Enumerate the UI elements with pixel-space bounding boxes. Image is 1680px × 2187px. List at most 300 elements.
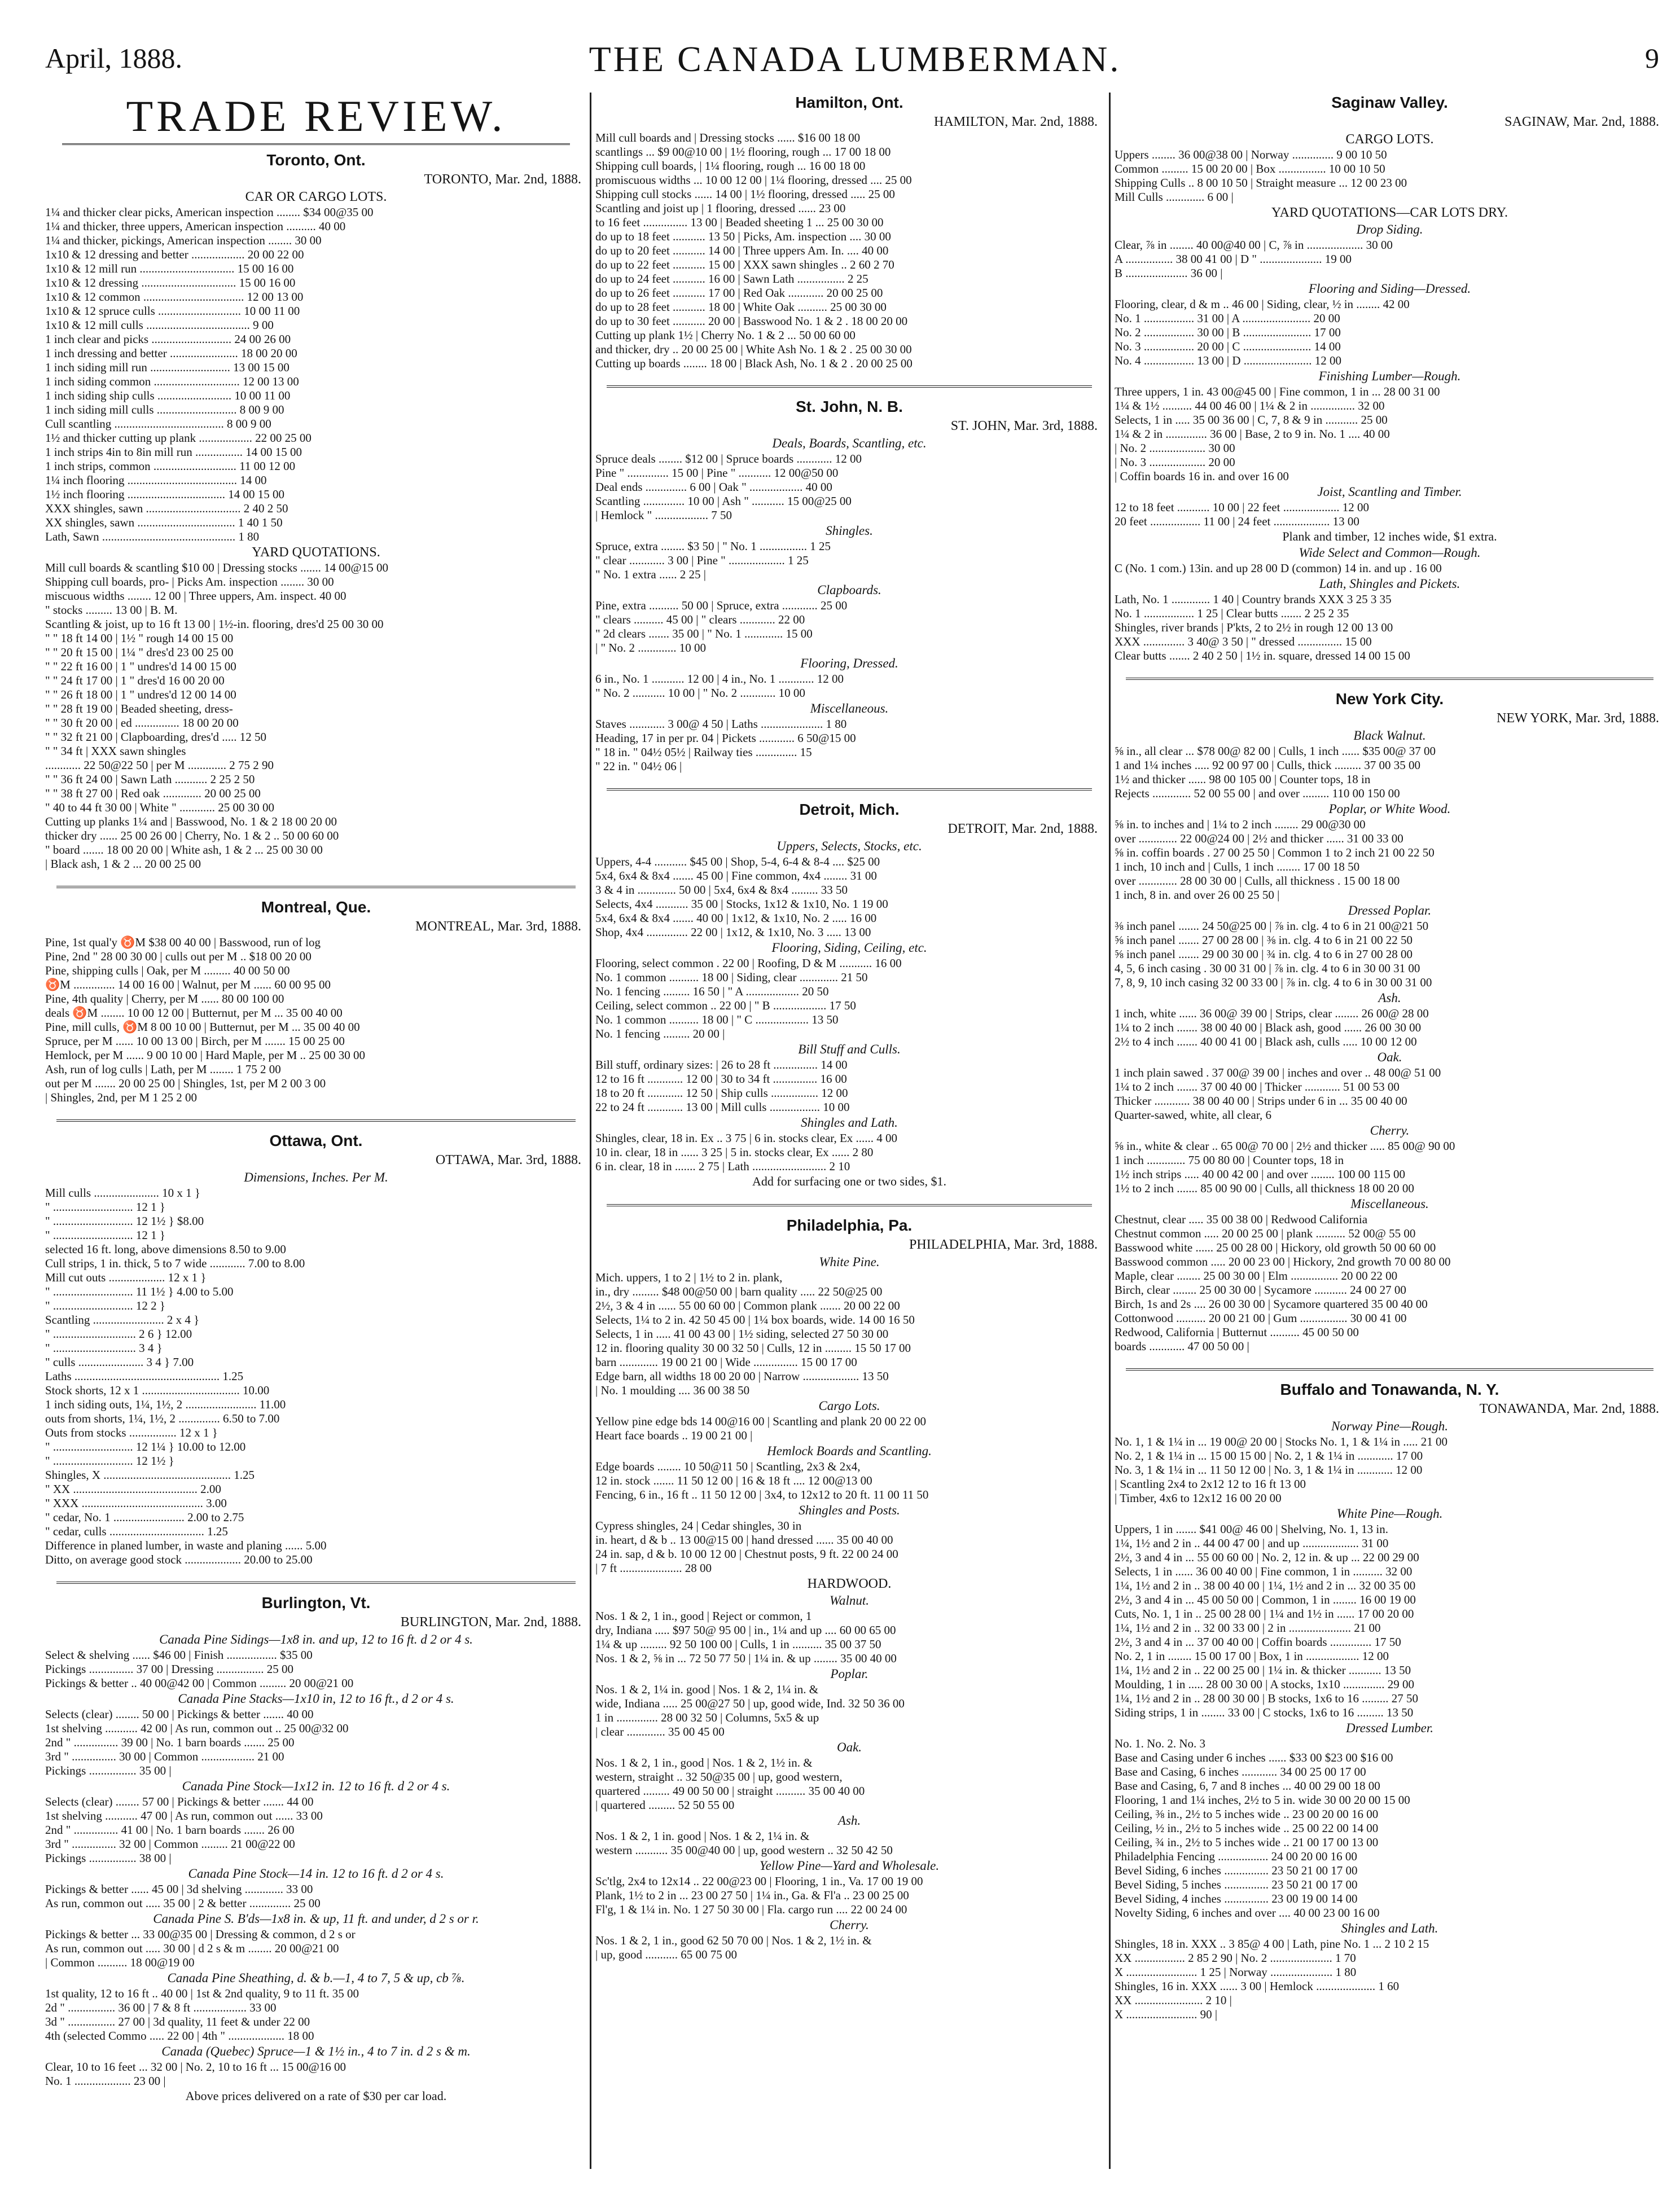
price-line: X ........................ 90 | <box>1115 2008 1218 2021</box>
price-line: 7, 8, 9, 10 inch casing 32 00 33 00 | ⅞ in. clg. 4 to 6 in 30 00 31 00 <box>1115 976 1432 989</box>
price-line: Shingles, clear, 18 in. Ex .. 3 75 | 6 in. stocks clear, Ex ...... 4 00 <box>595 1131 898 1145</box>
price-line: do up to 30 feet ........... 20 00 | Basswood No. 1 & 2 . 18 00 20 00 <box>595 314 908 328</box>
market-city: St. John, N. B. <box>796 398 903 415</box>
price-line: Nos. 1 & 2, 1¼ in. good | Nos. 1 & 2, 1¼ in. & <box>595 1683 819 1696</box>
price-line: 1 inch, white ...... 36 00@ 39 00 | Strips, clear ........ 26 00@ 28 00 <box>1115 1007 1429 1020</box>
price-line: scantlings ... $9 00@10 00 | 1½ flooring, rough ... 17 00 18 00 <box>595 145 891 159</box>
category-heading: Uppers, Selects, Stocks, etc. <box>777 839 922 853</box>
price-line: Hemlock, per M ...... 9 00 10 00 | Hard Maple, per M .. 25 00 30 00 <box>45 1048 366 1062</box>
section-divider <box>56 1119 576 1122</box>
price-line: Shipping cull boards, pro- | Picks Am. inspection ........ 30 00 <box>45 575 334 589</box>
market-buffalo <box>1115 1380 1665 2022</box>
market-ottawa <box>45 1131 587 1567</box>
price-line: Shipping cull boards, | 1¼ flooring, rough ... 16 00 18 00 <box>595 159 866 173</box>
column-1 <box>45 93 587 2158</box>
category-heading: Oak. <box>836 1740 862 1754</box>
price-line: do up to 18 feet ........... 13 50 | Picks, Am. inspection .... 30 00 <box>595 230 891 243</box>
category-heading: Shingles and Lath. <box>801 1116 898 1130</box>
price-line: No. 1 fencing ......... 20 00 | <box>595 1027 725 1040</box>
category-heading: Canada Pine Sidings—1x8 in. and up, 12 to 16 ft. d 2 or 4 s. <box>159 1632 473 1646</box>
price-line: Selects, 1 in ...... 36 00 40 00 | Fine common, 1 in .......... 32 00 <box>1115 1565 1413 1578</box>
category-heading: Drop Siding. <box>1356 222 1423 236</box>
price-line: | Hemlock " .................. 7 50 <box>595 508 732 522</box>
price-line: As run, common out ..... 35 00 | 2 & better .............. 25 00 <box>45 1896 321 1910</box>
price-line: " culls ...................... 3 4 } 7.00 <box>45 1355 194 1369</box>
price-line: " " 18 ft 14 00 | 1½ " rough 14 00 15 00 <box>45 631 234 645</box>
price-line: promiscuous widths ... 10 00 12 00 | 1¼ flooring, dressed .... 25 00 <box>595 173 912 187</box>
section-divider <box>607 1204 1092 1206</box>
price-line: do up to 20 feet ........... 14 00 | Three uppers Am. In. .... 40 00 <box>595 244 889 257</box>
category-heading: Yellow Pine—Yard and Wholesale. <box>759 1859 940 1873</box>
price-line: 12 to 18 feet ........... 10 00 | 22 feet ................... 12 00 <box>1115 500 1369 514</box>
subheading: YARD QUOTATIONS—CAR LOTS DRY. <box>1271 205 1508 220</box>
price-line: to 16 feet ............... 13 00 | Beaded sheeting 1 ... 25 00 30 00 <box>595 216 884 229</box>
market-dateline: PHILADELPHIA, Mar. 3rd, 1888. <box>909 1237 1098 1252</box>
price-line: Pine, 2nd " 28 00 30 00 | culls out per M .. $18 00 20 00 <box>45 950 312 963</box>
price-line: Base and Casing, 6 inches ............ 34 00 25 00 17 00 <box>1115 1765 1366 1778</box>
price-line: XX ................. 2 85 2 90 | No. 2 ..................... 1 70 <box>1115 1951 1356 1965</box>
category-heading: Canada Pine Stock—1x12 in. 12 to 16 ft. d 2 or 4 s. <box>182 1779 450 1793</box>
price-line: Ceiling, ½ in., 2½ to 5 inches wide .. 25 00 22 00 14 00 <box>1115 1821 1379 1835</box>
price-line: Bill stuff, ordinary sizes: | 26 to 28 ft ............... 14 00 <box>595 1058 848 1071</box>
column-divider <box>1109 93 1111 2169</box>
category-heading: Norway Pine—Rough. <box>1331 1419 1448 1433</box>
market-city: Philadelphia, Pa. <box>786 1217 913 1234</box>
price-line: Mill cull boards & scantling $10 00 | Dressing stocks ....... 14 00@15 00 <box>45 561 389 574</box>
market-montreal <box>45 897 587 1105</box>
price-line: | clear ............. 35 00 45 00 <box>595 1725 725 1738</box>
price-line: " " 30 ft 20 00 | ed ............... 18 00 20 00 <box>45 716 239 730</box>
price-line: Deal ends .............. 6 00 | Oak " .................. 40 00 <box>595 480 832 494</box>
price-line: Basswood white ...... 25 00 28 00 | Hickory, old growth 50 00 60 00 <box>1115 1241 1436 1254</box>
price-line: deals ♉M ........ 10 00 12 00 | Butternut, per M ... 35 00 40 00 <box>45 1006 343 1020</box>
category-heading: Cherry. <box>830 1918 869 1932</box>
market-city: Saginaw Valley. <box>1331 94 1448 111</box>
price-line: 1 inch, 10 inch and | Culls, 1 inch ........ 17 00 18 50 <box>1115 860 1360 873</box>
price-line: 1½ and thicker cutting up plank .................. 22 00 25 00 <box>45 431 312 445</box>
price-line: " XX .......................................... 2.00 <box>45 1482 221 1496</box>
price-line: 3 & 4 in ............. 50 00 | 5x4, 6x4 & 8x4 ......... 33 50 <box>595 883 848 897</box>
price-line: Staves ............ 3 00@ 4 50 | Laths ..................... 1 80 <box>595 717 847 731</box>
price-line: 1x10 & 12 common .................................. 12 00 13 00 <box>45 290 304 304</box>
category-heading: Clapboards. <box>817 583 881 597</box>
price-line: and thicker, dry .. 20 00 25 00 | White Ash No. 1 & 2 . 25 00 30 00 <box>595 342 912 356</box>
price-line: No. 1 common .......... 18 00 | " C .................. 13 50 <box>595 1013 839 1026</box>
price-line: 1 inch dressing and better ....................... 18 00 20 00 <box>45 346 297 360</box>
price-line: outs from shorts, 1¼, 1½, 2 .............. 6.50 to 7.00 <box>45 1412 280 1425</box>
price-line: 1¼ and thicker, pickings, American inspection ........ 30 00 <box>45 234 322 247</box>
category-heading: Miscellaneous. <box>810 701 889 715</box>
price-line: No. 2, 1 in ........ 15 00 17 00 | Box, 1 in .................. 12 00 <box>1115 1649 1389 1663</box>
price-line: Shingles, 18 in. XXX .. 3 85@ 4 00 | Lath, pine No. 1 ... 2 10 2 15 <box>1115 1937 1429 1951</box>
subheading: CAR OR CARGO LOTS. <box>245 190 387 204</box>
price-line: over ............. 28 00 30 00 | Culls, all thickness . 15 00 18 00 <box>1115 874 1400 888</box>
price-line: Cypress shingles, 24 | Cedar shingles, 30 in <box>595 1519 802 1532</box>
market-detroit <box>595 800 1103 1189</box>
price-line: A ................ 38 00 41 00 | D " ..................... 19 00 <box>1115 252 1352 266</box>
price-line: | Common .......... 18 00@19 00 <box>45 1956 195 1969</box>
price-line: B ..................... 36 00 | <box>1115 266 1223 280</box>
price-line: Three uppers, 1 in. 43 00@45 00 | Fine common, 1 in ... 28 00 31 00 <box>1115 385 1440 398</box>
price-line: Chestnut, clear ..... 35 00 38 00 | Redwood California <box>1115 1213 1368 1226</box>
price-line: ............ 22 50@22 50 | per M ............. 2 75 2 90 <box>45 758 274 772</box>
price-line: Rejects ............. 52 00 55 00 | and over ......... 110 00 150 00 <box>1115 787 1400 800</box>
price-line: 3rd " ............... 32 00 | Common ......... 21 00@22 00 <box>45 1837 295 1851</box>
price-line: | No. 1 moulding .... 36 00 38 50 <box>595 1384 750 1397</box>
price-line: Plank, 1½ to 2 in ... 23 00 27 50 | 1¼ in., Ga. & Fl'a .. 23 00 25 00 <box>595 1889 909 1902</box>
category-heading: Joist, Scantling and Timber. <box>1317 485 1462 499</box>
price-line: Novelty Siding, 6 inches and over .... 40 00 23 00 16 00 <box>1115 1906 1380 1920</box>
column-2 <box>595 93 1103 2158</box>
price-line: in., dry ......... $48 00@50 00 | barn quality ..... 22 50@25 00 <box>595 1285 883 1298</box>
category-heading: Canada Pine Stock—14 in. 12 to 16 ft. d 2 or 4 s. <box>188 1867 444 1881</box>
price-line: No. 1 ................. 31 00 | A ....................... 20 00 <box>1115 311 1340 325</box>
price-line: " 22 in. " 04½ 06 | <box>595 759 682 773</box>
category-heading: Bill Stuff and Culls. <box>798 1042 901 1056</box>
price-line: | No. 2 ................... 30 00 <box>1115 441 1235 455</box>
market-dateline: TONAWANDA, Mar. 2nd, 1888. <box>1479 1402 1659 1416</box>
price-line: No. 1 ................. 1 25 | Clear butts ....... 2 25 2 35 <box>1115 607 1349 620</box>
price-line: | Shingles, 2nd, per M 1 25 2 00 <box>45 1091 198 1104</box>
price-line: " board ....... 18 00 20 00 | White ash, 1 & 2 ... 25 00 30 00 <box>45 843 323 857</box>
price-line: " XXX ......................................... 3.00 <box>45 1496 227 1510</box>
price-line: " ............................ 2 6 } 12.00 <box>45 1327 192 1341</box>
price-line: 1 inch strips, common ............................ 11 00 12 00 <box>45 459 296 473</box>
price-line: Clear, ⅞ in ........ 40 00@40 00 | C, ⅞ in ................... 30 00 <box>1115 238 1393 252</box>
price-line: Spruce, per M ...... 10 00 13 00 | Birch, per M ....... 15 00 25 00 <box>45 1034 345 1048</box>
price-line: ♉M .............. 14 00 16 00 | Walnut, per M ...... 60 00 95 00 <box>45 978 331 991</box>
price-line: Shipping cull stocks ...... 14 00 | 1½ flooring, dressed ..... 25 00 <box>595 187 895 201</box>
price-line: Sc'tlg, 2x4 to 12x14 .. 22 00@23 00 | Flooring, 1 in., Va. 17 00 19 00 <box>595 1874 923 1888</box>
market-newyork <box>1115 689 1665 1354</box>
category-heading: Miscellaneous. <box>1350 1197 1429 1211</box>
price-line: 1½ inch flooring ................................. 14 00 15 00 <box>45 488 285 501</box>
price-line: 1¼ and thicker clear picks, American inspection ........ $34 00@35 00 <box>45 205 374 219</box>
market-hamilton <box>595 93 1103 371</box>
subheading: YARD QUOTATIONS. <box>252 545 380 560</box>
price-line: Clear butts ....... 2 40 2 50 | 1½ in. square, dressed 14 00 15 00 <box>1115 649 1410 662</box>
category-heading: Lath, Shingles and Pickets. <box>1319 577 1460 591</box>
price-line: Uppers, 4-4 ........... $45 00 | Shop, 5-4, 6-4 & 8-4 .... $25 00 <box>595 855 880 868</box>
price-line: ⅝ in., white & clear .. 65 00@ 70 00 | 2½ and thicker ..... 85 00@ 90 00 <box>1115 1139 1455 1153</box>
price-line: 1 and 1¼ inches ..... 92 00 97 00 | Culls, thick ......... 37 00 35 00 <box>1115 758 1421 772</box>
price-line: " clear ............ 3 00 | Pine " ................... 1 25 <box>595 554 809 567</box>
price-line: Uppers ........ 36 00@38 00 | Norway .............. 9 00 10 50 <box>1115 148 1387 161</box>
category-heading: Poplar, or White Wood. <box>1328 802 1451 816</box>
price-line: " No. 2 ........... 10 00 | " No. 2 ............ 10 00 <box>595 686 805 700</box>
market-dateline: SAGINAW, Mar. 2nd, 1888. <box>1504 115 1659 129</box>
category-heading: Ash. <box>1378 991 1401 1005</box>
price-line: Cutting up planks 1¼ and | Basswood, No. 1 & 2 18 00 20 00 <box>45 815 337 828</box>
price-line: Birch, 1s and 2s .... 26 00 30 00 | Sycamore quartered 35 00 40 00 <box>1115 1297 1428 1311</box>
price-line: " 40 to 44 ft 30 00 | White " ............ 25 00 30 00 <box>45 801 274 814</box>
price-line: 2nd " ............... 41 00 | No. 1 barn boards ....... 26 00 <box>45 1823 295 1837</box>
price-line: Cutting up plank 1½ | Cherry No. 1 & 2 ... 50 00 60 00 <box>595 328 856 342</box>
price-line: 1½ and thicker ...... 98 00 105 00 | Counter tops, 18 in <box>1115 772 1371 786</box>
price-line: " cedar, culls ................................ 1.25 <box>45 1525 228 1538</box>
market-city: Buffalo and Tonawanda, N. Y. <box>1280 1381 1499 1398</box>
price-line: Spruce, extra ........ $3 50 | " No. 1 ................ 1 25 <box>595 539 831 553</box>
price-line: 1 inch siding outs, 1¼, 1½, 2 ........................ 11.00 <box>45 1398 286 1411</box>
price-line: over ............. 22 00@24 00 | 2½ and thicker ...... 31 00 33 00 <box>1115 832 1403 845</box>
price-line: 20 feet ................. 11 00 | 24 feet ................... 13 00 <box>1115 515 1359 528</box>
price-line: 1 inch plain sawed . 37 00@ 39 00 | inches and over .. 48 00@ 51 00 <box>1115 1066 1441 1079</box>
price-line: Bevel Siding, 6 inches ............... 23 50 21 00 17 00 <box>1115 1864 1358 1877</box>
price-line: 6 in., No. 1 ........... 12 00 | 4 in., No. 1 ............ 12 00 <box>595 672 844 686</box>
price-line: | Scantling 2x4 to 2x12 12 to 16 ft 13 00 <box>1115 1477 1306 1491</box>
price-line: Nos. 1 & 2, 1 in. good | Nos. 1 & 2, 1¼ in. & <box>595 1829 810 1843</box>
market-dateline: TORONTO, Mar. 2nd, 1888. <box>424 172 581 187</box>
price-line: selected 16 ft. long, above dimensions 8.50 to 9.00 <box>45 1242 286 1256</box>
price-line: Selects, 1¼ to 2 in. 42 50 45 00 | 1¼ box boards, wide. 14 00 16 50 <box>595 1313 915 1327</box>
market-dateline: NEW YORK, Mar. 3rd, 1888. <box>1497 711 1659 726</box>
price-line: Basswood common ..... 20 00 23 00 | Hickory, 2nd growth 70 00 80 00 <box>1115 1255 1451 1268</box>
price-line: ⅝ in. to inches and | 1¼ to 2 inch ........ 29 00@30 00 <box>1115 818 1366 831</box>
price-line: Fl'g, 1 & 1¼ in. No. 1 27 50 30 00 | Fla. cargo run .... 22 00 24 00 <box>595 1903 907 1916</box>
price-line: Selects (clear) ........ 50 00 | Pickings & better ....... 40 00 <box>45 1707 314 1721</box>
price-line: " clears .......... 45 00 | " clears ............ 22 00 <box>595 613 805 626</box>
category-heading: Walnut. <box>829 1593 870 1608</box>
price-line: 1½ inch strips ..... 40 00 42 00 | and over ........ 100 00 115 00 <box>1115 1167 1405 1181</box>
price-line: Base and Casing under 6 inches ...... $33 00 $23 00 $16 00 <box>1115 1751 1393 1764</box>
category-heading: Canada Pine S. B'ds—1x8 in. & up, 11 ft. and under, d 2 s or r. <box>153 1912 479 1926</box>
page-header <box>45 36 1665 79</box>
price-line: Nos. 1 & 2, 1 in., good 62 50 70 00 | Nos. 1 & 2, 1½ in. & <box>595 1934 872 1947</box>
price-line: Pickings ................ 38 00 | <box>45 1851 172 1865</box>
price-line: XXX .............. 3 40@ 3 50 | " dressed ............... 15 00 <box>1115 635 1372 648</box>
price-line: 3rd " ............... 30 00 | Common .................. 21 00 <box>45 1750 284 1763</box>
price-line: ⅜ inch panel ....... 24 50@25 00 | ⅞ in. clg. 4 to 6 in 21 00@21 50 <box>1115 919 1429 933</box>
market-city: Montreal, Que. <box>261 898 371 916</box>
price-line: in. heart, d & b .. 13 00@15 00 | hand dressed ...... 35 00 40 00 <box>595 1533 893 1547</box>
price-line: No. 1 fencing ......... 16 50 | " A .................. 20 50 <box>595 985 829 998</box>
market-philadelphia <box>595 1215 1103 1962</box>
price-line: Scantling ........................ 2 x 4 } <box>45 1313 200 1327</box>
price-line: | Timber, 4x6 to 12x12 16 00 20 00 <box>1115 1491 1282 1505</box>
price-line: " 2d clears ....... 35 00 | " No. 1 ............. 15 00 <box>595 627 813 640</box>
price-line: 3d " ................ 27 00 | 3d quality, 11 feet & under 22 00 <box>45 2015 310 2028</box>
price-line: Ceiling, ⅜ in., 2½ to 5 inches wide .. 23 00 20 00 16 00 <box>1115 1807 1379 1821</box>
price-line: 10 in. clear, 18 in ...... 3 25 | 5 in. stocks clear, Ex ...... 2 80 <box>595 1145 874 1159</box>
price-line: " ........................... 12 1 } <box>45 1200 165 1214</box>
price-line: Shingles, X ........................................... 1.25 <box>45 1468 255 1482</box>
price-line: Spruce deals ........ $12 00 | Spruce boards ............ 12 00 <box>595 452 862 465</box>
market-dateline: MONTREAL, Mar. 3rd, 1888. <box>415 919 581 934</box>
price-line: XX shingles, sawn ................................. 1 40 1 50 <box>45 516 283 529</box>
section-divider <box>1126 678 1653 680</box>
category-heading: White Pine—Rough. <box>1336 1507 1443 1521</box>
price-line: 2½ to 4 inch ....... 40 00 41 00 | Black ash, culls ..... 10 00 12 00 <box>1115 1035 1417 1048</box>
price-line: 1 inch strips 4in to 8in mill run ................ 14 00 15 00 <box>45 445 302 459</box>
masthead-title: THE CANADA LUMBERMAN. <box>589 39 1121 79</box>
price-line: wide, Indiana ..... 25 00@27 50 | up, good wide, Ind. 32 50 36 00 <box>595 1697 905 1710</box>
price-line: ⅝ in., all clear ... $78 00@ 82 00 | Culls, 1 inch ...... $35 00@ 37 00 <box>1115 744 1436 758</box>
price-line: | Coffin boards 16 in. and over 16 00 <box>1115 469 1289 483</box>
price-line: Pine, extra .......... 50 00 | Spruce, extra ............ 25 00 <box>595 599 848 612</box>
price-line: Pickings & better .. 40 00@42 00 | Common ......... 20 00@21 00 <box>45 1676 354 1690</box>
price-line: " " 28 ft 19 00 | Beaded sheeting, dress- <box>45 702 233 715</box>
price-line: Ditto, on average good stock ................... 20.00 to 25.00 <box>45 1553 313 1566</box>
price-line: 1¼ to 2 inch ....... 37 00 40 00 | Thicker ............ 51 00 53 00 <box>1115 1080 1400 1094</box>
price-line: Pine, shipping culls | Oak, per M ......... 40 00 50 00 <box>45 964 290 977</box>
category-heading: Finishing Lumber—Rough. <box>1318 369 1461 383</box>
price-line: " ........................... 12 1½ } $8.00 <box>45 1214 204 1228</box>
market-saginaw <box>1115 93 1665 663</box>
price-line: Selects, 1 in ..... 41 00 43 00 | 1½ siding, selected 27 50 30 00 <box>595 1327 889 1341</box>
price-line: barn ............. 19 00 21 00 | Wide ............... 15 00 17 00 <box>595 1355 857 1369</box>
price-line: 2½, 3 and 4 in ... 55 00 60 00 | No. 2, 12 in. & up ... 22 00 29 00 <box>1115 1551 1419 1564</box>
price-line: " ........................... 12 1 } <box>45 1228 165 1242</box>
price-line: Nos. 1 & 2, 1 in., good | Nos. 1 & 2, 1½ in. & <box>595 1756 813 1769</box>
price-line: Flooring, 1 and 1¼ inches, 2½ to 5 in. wide 30 00 20 00 15 00 <box>1115 1793 1410 1807</box>
price-line: Mill cut outs ................... 12 x 1 } <box>45 1271 207 1284</box>
price-line: Scantling .............. 10 00 | Ash " ........... 15 00@25 00 <box>595 494 852 508</box>
price-line: thicker dry ...... 25 00 26 00 | Cherry, No. 1 & 2 .. 50 00 60 00 <box>45 829 339 842</box>
price-line: ⅝ in. coffin boards . 27 00 25 50 | Common 1 to 2 inch 21 00 22 50 <box>1115 846 1435 859</box>
price-line: Scantling and joist up | 1 flooring, dressed ...... 23 00 <box>595 201 846 215</box>
category-heading: Canada Pine Stacks—1x10 in, 12 to 16 ft., d 2 or 4 s. <box>178 1692 454 1706</box>
price-line: Base and Casing, 6, 7 and 8 inches ... 40 00 29 00 18 00 <box>1115 1779 1380 1793</box>
price-line: 4, 5, 6 inch casing . 30 00 31 00 | ⅞ in. clg. 4 to 6 in 30 00 31 00 <box>1115 961 1420 975</box>
price-line: 24 in. sap, d & b. 10 00 12 00 | Chestnut posts, 9 ft. 22 00 24 00 <box>595 1547 898 1561</box>
issue-date: April, 1888. <box>45 42 183 74</box>
price-line: No. 1 ................... 23 00 | <box>45 2074 166 2088</box>
price-line: 12 in. stock ....... 11 50 12 00 | 16 & 18 ft .... 12 00@13 00 <box>595 1474 872 1487</box>
price-line: Pickings ................ 35 00 | <box>45 1764 172 1777</box>
category-heading: Hemlock Boards and Scantling. <box>767 1444 932 1458</box>
price-line: " " 26 ft 18 00 | 1 " undres'd 12 00 14 00 <box>45 688 236 701</box>
price-line: 5x4, 6x4 & 8x4 ....... 40 00 | 1x12, & 1x10, No. 2 ..... 16 00 <box>595 911 877 925</box>
price-line: 12 to 16 ft ............ 12 00 | 30 to 34 ft ............... 16 00 <box>595 1072 847 1086</box>
price-line: Shop, 4x4 .............. 22 00 | 1x12, & 1x10, No. 3 ..... 13 00 <box>595 925 871 939</box>
price-line: miscuous widths ........ 12 00 | Three uppers, Am. inspect. 40 00 <box>45 589 346 603</box>
price-line: Cottonwood .......... 20 00 21 00 | Gum ................ 30 00 41 00 <box>1115 1311 1407 1325</box>
price-line: 1¼, 1½ and 2 in .. 22 00 25 00 | 1¼ in. & thicker ........... 13 50 <box>1115 1663 1411 1677</box>
price-line: " ........................... 12 2 } <box>45 1299 165 1312</box>
price-line: " No. 1 extra ...... 2 25 | <box>595 568 706 581</box>
category-heading: Wide Select and Common—Rough. <box>1299 546 1481 560</box>
price-line: 2½, 3 and 4 in ... 37 00 40 00 | Coffin boards .............. 17 50 <box>1115 1635 1401 1649</box>
category-heading: Flooring and Siding—Dressed. <box>1308 282 1471 296</box>
price-line: " stocks ......... 13 00 | B. M. <box>45 603 178 617</box>
price-line: Moulding, 1 in ..... 28 00 30 00 | A stocks, 1x10 .............. 29 00 <box>1115 1677 1414 1691</box>
price-line: " ........................... 12 1½ } <box>45 1454 174 1468</box>
price-line: Siding strips, 1 in ........ 33 00 | C stocks, 1x6 to 16 ......... 13 50 <box>1115 1706 1414 1719</box>
section-divider <box>1126 1368 1653 1371</box>
category-heading: Flooring, Dressed. <box>800 656 898 670</box>
price-line: do up to 24 feet ........... 16 00 | Sawn Lath ................ 2 25 <box>595 272 868 286</box>
price-line: 1¼, 1½ and 2 in .. 38 00 40 00 | 1¼, 1½ and 2 in ... 32 00 35 00 <box>1115 1579 1416 1592</box>
price-line: Pine, 1st qual'y ♉M $38 00 40 00 | Basswood, run of log <box>45 936 321 949</box>
price-line: 1 inch siding mill culls ........................... 8 00 9 00 <box>45 403 284 416</box>
category-heading: Dressed Poplar. <box>1348 903 1432 917</box>
price-line: No. 1. No. 2. No. 3 <box>1115 1737 1205 1750</box>
price-line: 1 inch siding mill run ........................... 13 00 15 00 <box>45 361 289 374</box>
price-line: 1x10 & 12 dressing and better .................. 20 00 22 00 <box>45 248 304 261</box>
price-line: 1 inch clear and picks ........................... 24 00 26 00 <box>45 332 291 346</box>
price-line: 1¼, 1½ and 2 in .. 32 00 33 00 | 2 in ..................... 21 00 <box>1115 1621 1381 1635</box>
newspaper-page <box>45 36 1665 2169</box>
price-line: Redwood, California | Butternut .......... 45 00 50 00 <box>1115 1325 1359 1339</box>
category-heading: Ash. <box>837 1813 861 1828</box>
price-line: XXX shingles, sawn ................................ 2 40 2 50 <box>45 502 288 515</box>
section-divider <box>56 886 576 888</box>
price-line: 2½, 3 and 4 in ... 45 00 50 00 | Common, 1 in ........ 16 00 19 00 <box>1115 1593 1416 1606</box>
price-line: Maple, clear ........ 25 00 30 00 | Elm ................ 20 00 22 00 <box>1115 1269 1398 1283</box>
section-divider <box>607 788 1092 791</box>
price-line: Mich. uppers, 1 to 2 | 1½ to 2 in. plank, <box>595 1271 783 1284</box>
price-line: " " 34 ft | XXX sawn shingles <box>45 744 186 758</box>
market-dateline: BURLINGTON, Mar. 2nd, 1888. <box>400 1615 581 1630</box>
trade-review-heading: TRADE REVIEW. <box>126 93 506 140</box>
price-line: 1 inch siding ship culls ......................... 10 00 11 00 <box>45 389 291 402</box>
price-line: | quartered ......... 52 50 55 00 <box>595 1798 735 1812</box>
price-line: dry, Indiana ..... $97 50@ 95 00 | in., 1¼ and up .... 60 00 65 00 <box>595 1623 896 1637</box>
price-line: 1¼ & 2 in .............. 36 00 | Base, 2 to 9 in. No. 1 .... 40 00 <box>1115 427 1390 441</box>
price-line: 6 in. clear, 18 in ....... 2 75 | Lath ......................... 2 10 <box>595 1160 850 1173</box>
price-line: | 7 ft ..................... 28 00 <box>595 1561 712 1575</box>
price-line: Bevel Siding, 4 inches ............... 23 00 19 00 14 00 <box>1115 1892 1358 1905</box>
price-line: Pickings ............... 37 00 | Dressing ................ 25 00 <box>45 1662 293 1676</box>
market-dateline: HAMILTON, Mar. 2nd, 1888. <box>933 115 1098 129</box>
market-city: Hamilton, Ont. <box>795 94 903 111</box>
price-line: Shipping Culls .. 8 00 10 50 | Straight measure ... 12 00 23 00 <box>1115 176 1407 190</box>
note: Plank and timber, 12 inches wide, $1 extra. <box>1282 529 1497 543</box>
price-line: As run, common out ..... 30 00 | d 2 s & m ........ 20 00@21 00 <box>45 1942 339 1955</box>
price-line: 1¼ and thicker, three uppers, American inspection .......... 40 00 <box>45 219 346 233</box>
price-line: " " 24 ft 17 00 | 1 " dres'd 16 00 20 00 <box>45 674 225 687</box>
price-line: Nos. 1 & 2, 1 in., good | Reject or common, 1 <box>595 1609 812 1623</box>
price-line: Ceiling, select common .. 22 00 | " B .................. 17 50 <box>595 999 856 1012</box>
price-line: boards ............ 47 00 50 00 | <box>1115 1340 1249 1353</box>
price-line: Select & shelving ...... $46 00 | Finish ................. $35 00 <box>45 1648 313 1662</box>
section-divider <box>56 1582 576 1584</box>
price-line: 1 in .............. 28 00 32 50 | Columns, 5x5 & up <box>595 1711 819 1724</box>
price-line: Edge boards ........ 10 50@11 50 | Scantling, 2x3 & 2x4, <box>595 1460 861 1473</box>
price-line: Pine, 4th quality | Cherry, per M ...... 80 00 100 00 <box>45 992 284 1005</box>
price-line: 1st quality, 12 to 16 ft .. 40 00 | 1st & 2nd quality, 9 to 11 ft. 35 00 <box>45 1987 359 2000</box>
price-line: Lath, Sawn ............................................. 1 80 <box>45 530 260 543</box>
price-line: Selects, 1 in ..... 35 00 36 00 | C, 7, 8 & 9 in ........... 25 00 <box>1115 413 1388 427</box>
category-heading: Canada Pine Sheathing, d. & b.—1, 4 to 7, 5 & up, cb ⅞. <box>167 1971 465 1985</box>
price-line: Nos. 1 & 2, ⅝ in ... 72 50 77 50 | 1¼ in. & up ........ 35 00 40 00 <box>595 1652 897 1665</box>
price-line: 1¼, 1½ and 2 in .. 44 00 47 00 | and up ................... 31 00 <box>1115 1536 1389 1550</box>
price-line: Chestnut common ..... 20 00 25 00 | plank .......... 52 00@ 55 00 <box>1115 1227 1416 1240</box>
price-line: 1¼, 1½ and 2 in .. 28 00 30 00 | B stocks, 1x6 to 16 ......... 27 50 <box>1115 1692 1418 1705</box>
price-line: Lath, No. 1 ............. 1 40 | Country brands XXX 3 25 3 35 <box>1115 592 1392 606</box>
market-stjohn <box>595 397 1103 774</box>
price-line: 1 inch siding common ............................. 12 00 13 00 <box>45 375 299 388</box>
price-line: Mill Culls ............. 6 00 | <box>1115 190 1234 204</box>
price-line: 1x10 & 12 spruce culls ............................ 10 00 11 00 <box>45 304 300 318</box>
price-line: " " 38 ft 27 00 | Red oak ............. 20 00 25 00 <box>45 787 261 800</box>
price-line: " " 20 ft 15 00 | 1¼ " dres'd 23 00 25 00 <box>45 645 234 659</box>
price-line: Fencing, 6 in., 16 ft .. 11 50 12 00 | 3x4, to 12x12 to 20 ft. 11 00 11 50 <box>595 1488 929 1501</box>
price-line: No. 3 ................. 20 00 | C ....................... 14 00 <box>1115 340 1341 353</box>
category-heading: Flooring, Siding, Ceiling, etc. <box>771 941 927 955</box>
price-line: 1¼ & up ......... 92 50 100 00 | Culls, 1 in .......... 35 00 37 50 <box>595 1637 881 1651</box>
price-line: 2½, 3 & 4 in ...... 55 00 60 00 | Common plank ....... 20 00 22 00 <box>595 1299 900 1312</box>
page-number: 9 <box>1645 42 1659 74</box>
price-line: Mill cull boards and | Dressing stocks ...... $16 00 18 00 <box>595 131 861 144</box>
price-line: Pickings & better ... 33 00@35 00 | Dressing & common, d 2 s or <box>45 1927 356 1941</box>
price-line: No. 1, 1 & 1¼ in ... 19 00@ 20 00 | Stocks No. 1, 1 & 1¼ in ..... 21 00 <box>1115 1435 1447 1448</box>
note: Above prices delivered on a rate of $30 per car load. <box>185 2089 447 2103</box>
price-line: Shingles, 16 in. XXX ...... 3 00 | Hemlock .................... 1 60 <box>1115 1979 1400 1993</box>
price-line: | No. 3 ................... 20 00 <box>1115 455 1235 469</box>
price-line: Heart face boards .. 19 00 21 00 | <box>595 1429 753 1442</box>
price-line: Bevel Siding, 5 inches ............... 23 50 21 00 17 00 <box>1115 1878 1358 1891</box>
